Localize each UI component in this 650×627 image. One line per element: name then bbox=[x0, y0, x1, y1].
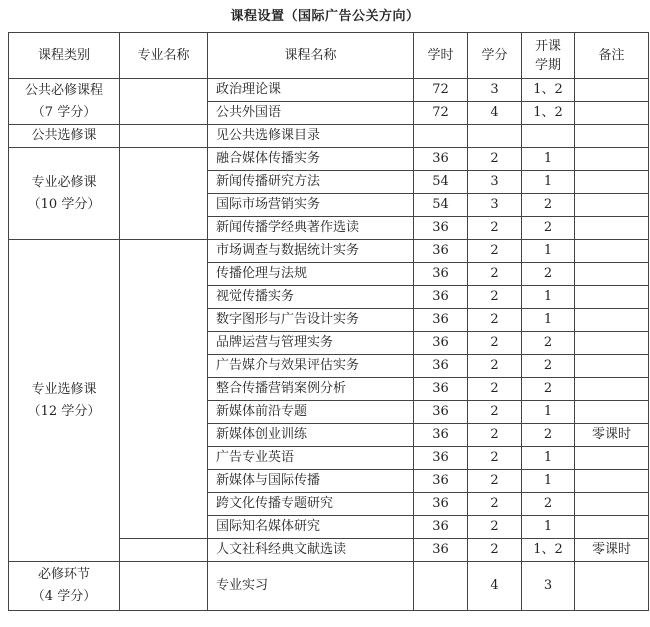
credits-cell: 2 bbox=[468, 447, 522, 470]
category-major-required bbox=[9, 148, 120, 240]
semester-cell: 1 bbox=[522, 240, 575, 263]
table-row bbox=[9, 125, 649, 148]
course-name: 国际知名媒体研究 bbox=[208, 516, 414, 539]
semester-cell: 1 bbox=[522, 309, 575, 332]
semester-cell: 1 bbox=[522, 516, 575, 539]
major-name-cell bbox=[120, 79, 208, 125]
category-credits: （4 学分） bbox=[31, 589, 97, 604]
remark-cell bbox=[575, 470, 649, 493]
semester-cell: 1、2 bbox=[522, 539, 575, 562]
hours-cell: 36 bbox=[414, 493, 468, 516]
course-name: 新闻传播研究方法 bbox=[208, 171, 414, 194]
remark-cell bbox=[575, 125, 649, 148]
category-credits: （12 学分） bbox=[27, 403, 101, 419]
credits-cell: 2 bbox=[468, 286, 522, 309]
credits-cell: 4 bbox=[468, 102, 522, 125]
semester-cell: 2 bbox=[522, 332, 575, 355]
hours-cell: 36 bbox=[414, 447, 468, 470]
course-name: 广告专业英语 bbox=[208, 447, 414, 470]
table-row bbox=[9, 79, 649, 102]
course-name: 视觉传播实务 bbox=[208, 286, 414, 309]
page-title: 课程设置（国际广告公关方向） bbox=[230, 9, 420, 24]
major-name-cell bbox=[120, 562, 208, 611]
credits-cell: 2 bbox=[468, 516, 522, 539]
table-row bbox=[9, 148, 649, 171]
credits-cell: 2 bbox=[468, 378, 522, 401]
hours-cell: 36 bbox=[414, 332, 468, 355]
semester-cell: 1 bbox=[522, 286, 575, 309]
semester-cell: 2 bbox=[522, 424, 575, 447]
hours-cell: 36 bbox=[414, 263, 468, 286]
hours-cell: 36 bbox=[414, 516, 468, 539]
hours-cell: 54 bbox=[414, 194, 468, 217]
remark-cell bbox=[575, 378, 649, 401]
hours-cell: 36 bbox=[414, 424, 468, 447]
course-name: 广告媒介与效果评估实务 bbox=[208, 355, 414, 378]
hours-cell: 36 bbox=[414, 217, 468, 240]
hours-cell: 36 bbox=[414, 539, 468, 562]
remark-cell bbox=[575, 332, 649, 355]
header-course-name: 课程名称 bbox=[208, 33, 414, 79]
credits-cell: 4 bbox=[468, 562, 522, 611]
remark-cell: 零课时 bbox=[575, 539, 649, 562]
header-row bbox=[9, 33, 649, 79]
category-public-required bbox=[9, 79, 120, 125]
course-name: 专业实习 bbox=[208, 562, 414, 611]
credits-cell: 3 bbox=[468, 79, 522, 102]
credits-cell: 2 bbox=[468, 539, 522, 562]
semester-cell: 2 bbox=[522, 493, 575, 516]
semester-cell: 1 bbox=[522, 470, 575, 493]
hours-cell: 36 bbox=[414, 378, 468, 401]
hours-cell: 54 bbox=[414, 171, 468, 194]
hours-cell: 36 bbox=[414, 309, 468, 332]
course-name: 市场调查与数据统计实务 bbox=[208, 240, 414, 263]
course-name: 数字图形与广告设计实务 bbox=[208, 309, 414, 332]
course-name: 传播伦理与法规 bbox=[208, 263, 414, 286]
credits-cell: 2 bbox=[468, 355, 522, 378]
remark-cell bbox=[575, 148, 649, 171]
credits-cell: 3 bbox=[468, 194, 522, 217]
remark-cell bbox=[575, 240, 649, 263]
remark-cell bbox=[575, 194, 649, 217]
semester-cell: 1 bbox=[522, 401, 575, 424]
hours-cell: 72 bbox=[414, 79, 468, 102]
course-name: 跨文化传播专题研究 bbox=[208, 493, 414, 516]
major-name-cell bbox=[120, 125, 208, 148]
category-public-elective: 公共选修课 bbox=[9, 125, 120, 148]
credits-cell: 2 bbox=[468, 263, 522, 286]
course-name: 政治理论课 bbox=[208, 79, 414, 102]
category-credits: （10 学分） bbox=[27, 196, 101, 212]
hours-cell: 72 bbox=[414, 102, 468, 125]
course-name: 整合传播营销案例分析 bbox=[208, 378, 414, 401]
credits-cell: 2 bbox=[468, 309, 522, 332]
credits-cell: 2 bbox=[468, 332, 522, 355]
remark-cell bbox=[575, 562, 649, 611]
remark-cell bbox=[575, 516, 649, 539]
course-name: 新媒体创业训练 bbox=[208, 424, 414, 447]
remark-cell bbox=[575, 493, 649, 516]
hours-cell: 36 bbox=[414, 401, 468, 424]
semester-cell: 1 bbox=[522, 148, 575, 171]
semester-cell: 1、2 bbox=[522, 79, 575, 102]
semester-cell: 2 bbox=[522, 194, 575, 217]
header-semester-line1: 开课 bbox=[534, 38, 561, 54]
remark-cell bbox=[575, 217, 649, 240]
credits-cell: 2 bbox=[468, 493, 522, 516]
hours-cell: 36 bbox=[414, 286, 468, 309]
category-name: 公共必修课程 bbox=[24, 82, 103, 98]
remark-cell bbox=[575, 309, 649, 332]
remark-cell bbox=[575, 447, 649, 470]
hours-cell: 36 bbox=[414, 470, 468, 493]
course-name: 融合媒体传播实务 bbox=[208, 148, 414, 171]
category-major-elective bbox=[9, 240, 120, 562]
header-category: 课程类别 bbox=[9, 33, 120, 79]
header-hours: 学时 bbox=[414, 33, 468, 79]
category-credits: （7 学分） bbox=[31, 104, 97, 120]
remark-cell bbox=[575, 79, 649, 102]
course-table bbox=[8, 32, 649, 611]
course-name: 新闻传播学经典著作选读 bbox=[208, 217, 414, 240]
course-name: 新媒体前沿专题 bbox=[208, 401, 414, 424]
header-remarks: 备注 bbox=[575, 33, 649, 79]
course-name: 公共外国语 bbox=[208, 102, 414, 125]
semester-cell: 2 bbox=[522, 355, 575, 378]
course-name: 见公共选修课目录 bbox=[208, 125, 414, 148]
credits-cell: 3 bbox=[468, 171, 522, 194]
credits-cell: 2 bbox=[468, 240, 522, 263]
semester-cell: 2 bbox=[522, 378, 575, 401]
major-name-cell bbox=[120, 240, 208, 539]
semester-cell: 1 bbox=[522, 171, 575, 194]
hours-cell bbox=[414, 562, 468, 611]
hours-cell: 36 bbox=[414, 148, 468, 171]
category-name: 专业选修课 bbox=[31, 381, 97, 397]
hours-cell: 36 bbox=[414, 355, 468, 378]
category-name: 专业必修课 bbox=[31, 174, 97, 190]
remark-cell bbox=[575, 171, 649, 194]
major-name-cell bbox=[120, 148, 208, 240]
semester-cell: 3 bbox=[522, 562, 575, 611]
credits-cell: 2 bbox=[468, 470, 522, 493]
category-required-link bbox=[9, 562, 120, 611]
credits-cell: 2 bbox=[468, 401, 522, 424]
hours-cell bbox=[414, 125, 468, 148]
header-semester-line2: 学期 bbox=[534, 57, 561, 73]
remark-cell bbox=[575, 263, 649, 286]
remark-cell bbox=[575, 102, 649, 125]
credits-cell: 2 bbox=[468, 217, 522, 240]
remark-cell bbox=[575, 286, 649, 309]
course-name: 国际市场营销实务 bbox=[208, 194, 414, 217]
remark-cell: 零课时 bbox=[575, 424, 649, 447]
semester-cell bbox=[522, 125, 575, 148]
course-name: 人文社科经典文献选读 bbox=[208, 539, 414, 562]
major-name-cell bbox=[120, 539, 208, 562]
credits-cell: 2 bbox=[468, 148, 522, 171]
header-semester bbox=[522, 33, 575, 79]
remark-cell bbox=[575, 401, 649, 424]
credits-cell bbox=[468, 125, 522, 148]
table-row bbox=[9, 240, 649, 263]
hours-cell: 36 bbox=[414, 240, 468, 263]
category-name: 必修环节 bbox=[37, 567, 90, 582]
remark-cell bbox=[575, 355, 649, 378]
header-major-name: 专业名称 bbox=[120, 33, 208, 79]
table-row bbox=[9, 562, 649, 611]
credits-cell: 2 bbox=[468, 424, 522, 447]
semester-cell: 2 bbox=[522, 217, 575, 240]
header-credits: 学分 bbox=[468, 33, 522, 79]
semester-cell: 2 bbox=[522, 263, 575, 286]
semester-cell: 1、2 bbox=[522, 102, 575, 125]
course-name: 品牌运营与管理实务 bbox=[208, 332, 414, 355]
semester-cell: 1 bbox=[522, 447, 575, 470]
course-name: 新媒体与国际传播 bbox=[208, 470, 414, 493]
